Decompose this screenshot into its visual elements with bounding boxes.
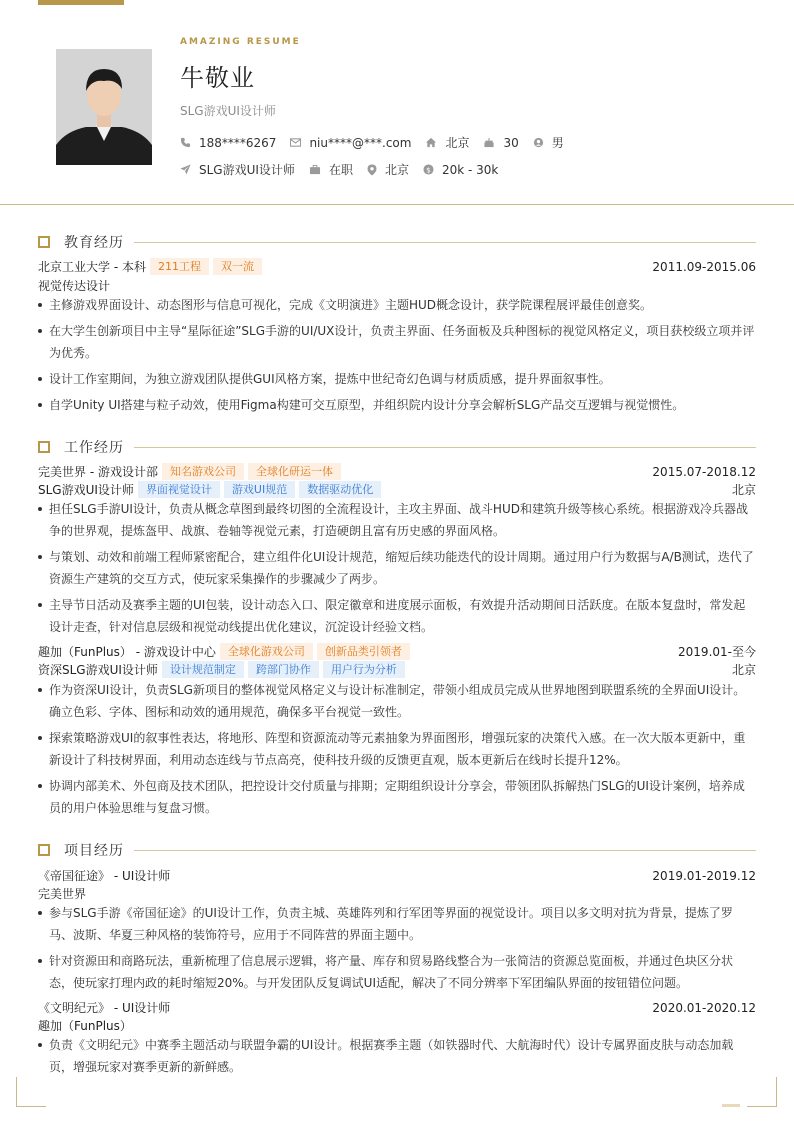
position-tag: 用户行为分析	[323, 661, 405, 678]
job-position: SLG游戏UI设计师	[38, 483, 134, 497]
gender-info	[533, 134, 564, 151]
position-tag: 界面视觉设计	[138, 481, 220, 498]
briefcase-icon	[309, 164, 321, 175]
section-divider	[134, 850, 756, 851]
company-tag: 全球化研运一体	[248, 463, 341, 480]
job-status-text: 在职	[328, 163, 353, 177]
list-item: 作为资深UI设计，负责SLG新项目的整体视觉风格定义与设计标准制定，带领小组成员完成从世界地图到联盟系统的全界面UI设计。确立色彩、字体、图标和动效的通用规范，确保多平台视觉一致性。	[38, 679, 756, 723]
section-heading: 工作经历	[64, 440, 124, 456]
job-header-row	[38, 463, 756, 480]
education-date: 2011.09-2015.06	[652, 259, 756, 274]
salary-info	[423, 163, 498, 177]
list-item: 针对资源田和商路玩法，重新梳理了信息展示逻辑，将产量、库存和贸易路线整合为一张简洁的资源总览面板，并通过色块区分状态，使玩家打理内政的耗时缩短20%。与开发团队反复调试UI适配，解决了不同分辨率下军团编队界面的按钮错位问题。	[38, 950, 756, 994]
education-major-row	[38, 277, 756, 294]
list-item: 自学Unity UI搭建与粒子动效，使用Figma构建可交互原型，并组织院内设计分享会解析SLG产品交互逻辑与视觉惯性。	[38, 394, 756, 416]
education-section-title	[38, 232, 756, 252]
section-square-icon	[38, 441, 50, 453]
work-section-title	[38, 437, 756, 457]
list-item: 主导节日活动及赛季主题的UI包装，设计动态入口、限定徽章和进度展示面板，有效提升活动期间日活跃度。在版本复盘时，常发起设计走查，针对信息层级和视觉动线提出优化建议，沉淀设计经验文档。	[38, 594, 756, 638]
send-icon	[180, 164, 191, 175]
job-position-row	[38, 481, 756, 498]
project-name: 《帝国征途》 - UI设计师	[38, 869, 171, 883]
intended-city-info	[367, 161, 409, 178]
projects-section-title	[38, 840, 756, 860]
age-info	[483, 136, 518, 150]
page-corner-decoration	[16, 1077, 46, 1107]
job-intent-row	[180, 161, 512, 178]
education-header-row	[38, 258, 756, 275]
home-icon	[425, 137, 437, 148]
company-name: 完美世界 - 游戏设计部	[38, 465, 158, 479]
job-date: 2019.01-至今	[678, 645, 756, 659]
position-tag: 数据驱动优化	[299, 481, 381, 498]
company-tag: 全球化游戏公司	[220, 643, 313, 660]
phone-icon	[180, 137, 191, 148]
intended-city-text: 北京	[384, 163, 409, 177]
job-status-info	[309, 161, 353, 178]
page-bottom-mark	[722, 1104, 740, 1107]
job-location: 北京	[731, 483, 756, 497]
resume-header	[0, 0, 794, 205]
phone-info	[180, 136, 276, 150]
avatar	[56, 49, 152, 165]
candidate-title: SLG游戏UI设计师	[180, 104, 276, 118]
salary-icon	[423, 164, 434, 175]
project-bullets	[38, 1034, 756, 1082]
list-item: 设计工作室期间，为独立游戏团队提供GUI风格方案，提炼中世纪奇幻色调与材质质感，提升界面叙事性。	[38, 368, 756, 390]
position-tag: 跨部门协作	[248, 661, 319, 678]
section-square-icon	[38, 844, 50, 856]
project-name: 《文明纪元》 - UI设计师	[38, 1001, 171, 1015]
job-date: 2015.07-2018.12	[652, 464, 756, 479]
city-info	[425, 134, 469, 151]
list-item: 与策划、动效和前端工程师紧密配合，建立组件化UI设计规范，缩短后续功能迭代的设计周期。通过用户行为数据与A/B测试，迭代了资源生产建筑的交互方式，使玩家采集操作的步骤减少了两步。	[38, 546, 756, 590]
location-icon	[367, 164, 377, 176]
school-tag: 211工程	[150, 258, 209, 275]
major-name: 视觉传达设计	[38, 279, 111, 293]
intended-position-text: SLG游戏UI设计师	[199, 163, 295, 177]
job-bullets	[38, 679, 756, 823]
project-company: 完美世界	[38, 887, 87, 901]
company-tag: 知名游戏公司	[162, 463, 244, 480]
project-header-row	[38, 999, 756, 1016]
job-bullets	[38, 498, 756, 642]
salary-text: 20k - 30k	[441, 162, 499, 177]
city-text: 北京	[445, 136, 470, 150]
project-company-row	[38, 1017, 756, 1034]
job-location: 北京	[731, 663, 756, 677]
gender-icon	[533, 137, 544, 148]
page-corner-decoration	[747, 1077, 777, 1107]
section-divider	[134, 242, 756, 243]
list-item: 负责《文明纪元》中赛季主题活动与联盟争霸的UI设计。根据赛季主题（如铁器时代、大航海时代）设计专属界面皮肤与动态加载页，增强玩家对赛季更新的新鲜感。	[38, 1034, 756, 1078]
resume-tagline: AMAZING RESUME	[180, 37, 301, 47]
company-tag: 创新品类引领者	[317, 643, 410, 660]
list-item: 在大学生创新项目中主导“星际征途”SLG手游的UI/UX设计，负责主界面、任务面板及兵种图标的视觉风格定义，项目获校级立项并评为优秀。	[38, 320, 756, 364]
contact-info-row	[180, 134, 578, 151]
list-item: 协调内部美术、外包商及技术团队，把控设计交付质量与排期；定期组织设计分享会，带领团队拆解热门SLG的UI设计案例，培养成员的用户体验思维与复盘习惯。	[38, 775, 756, 819]
project-bullets	[38, 902, 756, 998]
section-heading: 项目经历	[64, 843, 124, 859]
project-date: 2020.01-2020.12	[652, 1000, 756, 1015]
project-date: 2019.01-2019.12	[652, 868, 756, 883]
phone-text: 188****6267	[199, 135, 277, 150]
job-position: 资深SLG游戏UI设计师	[38, 663, 158, 677]
school-name: 北京工业大学 - 本科	[38, 260, 146, 274]
age-text: 30	[503, 135, 519, 150]
candidate-name: 牛敬业	[180, 64, 255, 92]
list-item: 探索策略游戏UI的叙事性表达，将地形、阵型和资源流动等元素抽象为界面图形，增强玩家的决策代入感。在一次大版本更新中，重新设计了科技树界面，利用动态连线与节点高亮，使科技升级的反馈更直观，版本更新后在线时长提升12%。	[38, 727, 756, 771]
list-item: 担任SLG手游UI设计，负责从概念草图到最终切图的全流程设计，主攻主界面、战斗HUD和建筑升级等核心系统。根据游戏冷兵器战争的世界观，提炼盔甲、战旗、卷轴等视觉元素，打造硬朗且富有历史感的界面风格。	[38, 498, 756, 542]
mail-icon	[290, 137, 301, 148]
company-name: 趣加（FunPlus） - 游戏设计中心	[38, 645, 216, 659]
list-item: 主修游戏界面设计、动态图形与信息可视化，完成《文明演进》主题HUD概念设计，获学院课程展评最佳创意奖。	[38, 294, 756, 316]
project-header-row	[38, 867, 756, 884]
project-company: 趣加（FunPlus）	[38, 1019, 132, 1033]
education-bullets	[38, 294, 756, 420]
svg-text:$: $	[426, 165, 431, 175]
position-tag: 游戏UI规范	[224, 481, 295, 498]
job-header-row	[38, 643, 756, 660]
list-item: 参与SLG手游《帝国征途》的UI设计工作，负责主城、英雄阵列和行军团等界面的视觉设计。项目以多文明对抗为背景，提炼了罗马、波斯、华夏三种风格的装饰符号，应用于不同阵营的界面主题中。	[38, 902, 756, 946]
email-info	[290, 136, 411, 150]
section-heading: 教育经历	[64, 235, 124, 251]
intended-position-info	[180, 161, 295, 178]
project-company-row	[38, 885, 756, 902]
school-tag: 双一流	[213, 258, 262, 275]
job-position-row	[38, 661, 756, 678]
avatar-portrait-icon	[56, 49, 152, 165]
section-square-icon	[38, 236, 50, 248]
gender-text: 男	[551, 136, 564, 150]
email-text: niu****@***.com	[309, 135, 412, 150]
section-divider	[134, 447, 756, 448]
position-tag: 设计规范制定	[162, 661, 244, 678]
cake-icon	[483, 137, 495, 148]
